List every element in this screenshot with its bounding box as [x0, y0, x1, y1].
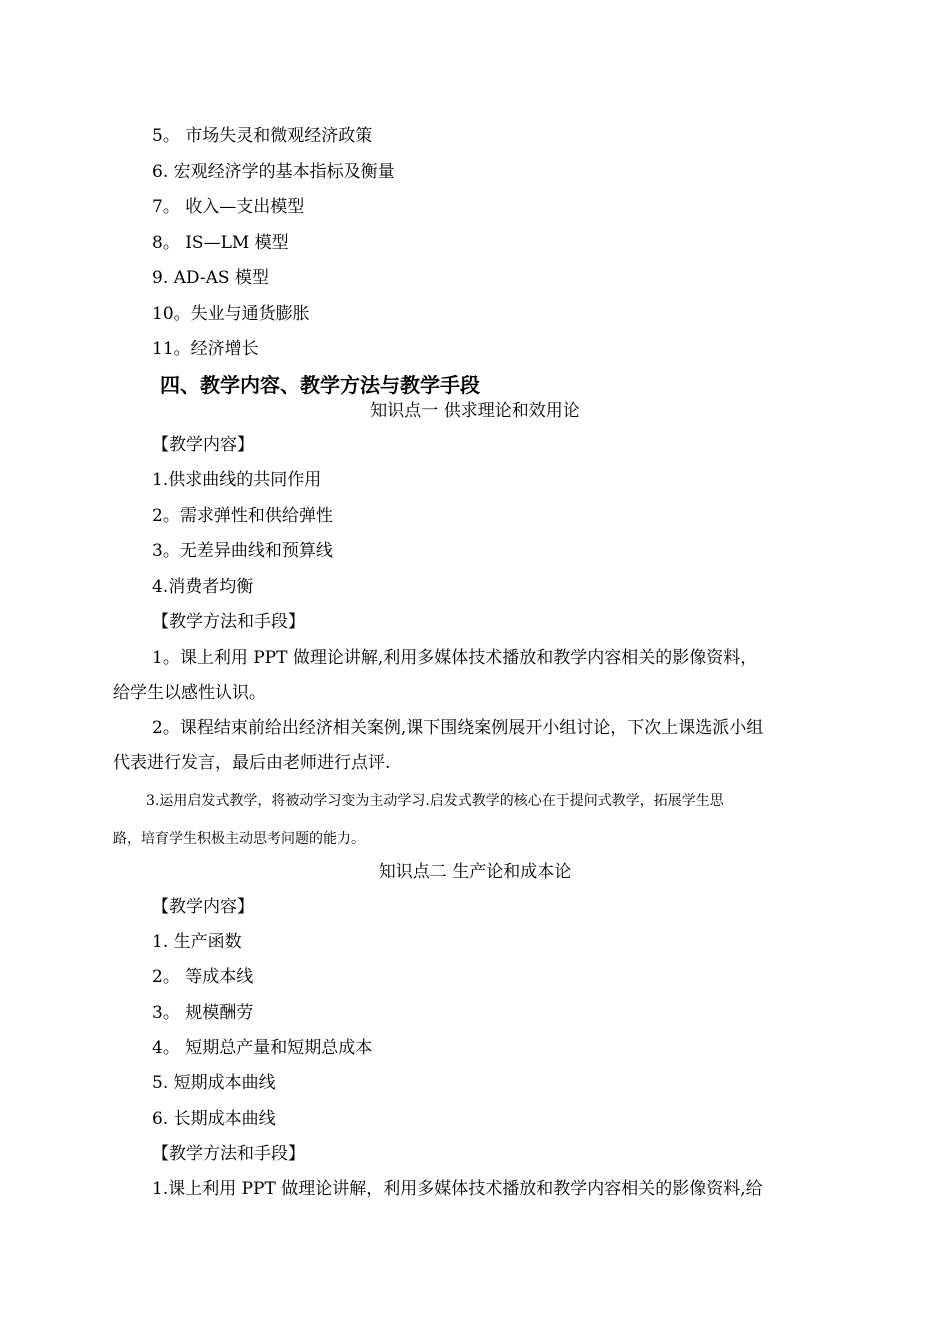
method-paragraph-3 [113, 789, 838, 851]
list-item: 11。经济增长 [152, 339, 259, 359]
list-item: 8。 IS—LM 模型 [152, 233, 289, 253]
method-paragraph-2 [113, 716, 838, 775]
paragraph-line: 3.运用启发式教学，将被动学习变为主动学习.启发式教学的核心在于提问式教学，拓展学生思 [146, 793, 724, 809]
list-item: 10。失业与通货膨胀 [152, 304, 310, 324]
list-item: 4.消费者均衡 [152, 577, 254, 597]
list-item: 2。需求弹性和供给弹性 [152, 506, 333, 526]
list-item: 3。无差异曲线和预算线 [152, 541, 333, 561]
paragraph-line: 2。课程结束前给出经济相关案例,课下围绕案例展开小组讨论，下次上课选派小组 [152, 718, 764, 738]
list-item: 6. 宏观经济学的基本指标及衡量 [152, 162, 395, 182]
content-label: 【教学内容】 [152, 435, 254, 455]
paragraph-line: 给学生以感性认识。 [113, 683, 266, 703]
paragraph-line: 路，培育学生积极主动思考问题的能力。 [113, 831, 365, 847]
list-item: 5。 市场失灵和微观经济政策 [152, 126, 373, 146]
content-label: 【教学内容】 [152, 897, 254, 917]
methods-label: 【教学方法和手段】 [152, 1144, 305, 1164]
list-item: 5. 短期成本曲线 [152, 1073, 276, 1093]
list-item: 4。 短期总产量和短期总成本 [152, 1038, 373, 1058]
paragraph-line: 1。课上利用 PPT 做理论讲解,利用多媒体技术播放和教学内容相关的影像资料， [152, 648, 758, 668]
method-paragraph-1 [113, 646, 838, 705]
method-paragraph-line: 1.课上利用 PPT 做理论讲解，利用多媒体技术播放和教学内容相关的影像资料,给 [152, 1179, 763, 1199]
list-item: 7。 收入—支出模型 [152, 197, 305, 217]
list-item: 2。 等成本线 [152, 967, 254, 987]
paragraph-line: 代表进行发言，最后由老师进行点评. [113, 753, 391, 773]
methods-label: 【教学方法和手段】 [152, 612, 305, 632]
knowledge-point-2-title: 知识点二 生产论和成本论 [378, 862, 572, 882]
list-item: 6. 长期成本曲线 [152, 1109, 276, 1129]
knowledge-point-1-title: 知识点一 供求理论和效用论 [370, 401, 580, 421]
list-item: 3。 规模酬劳 [152, 1003, 254, 1023]
section-heading: 四、教学内容、教学方法与教学手段 [160, 373, 480, 397]
list-item: 9. AD-AS 模型 [152, 268, 269, 288]
list-item: 1. 生产函数 [152, 932, 242, 952]
list-item: 1.供求曲线的共同作用 [152, 470, 322, 490]
